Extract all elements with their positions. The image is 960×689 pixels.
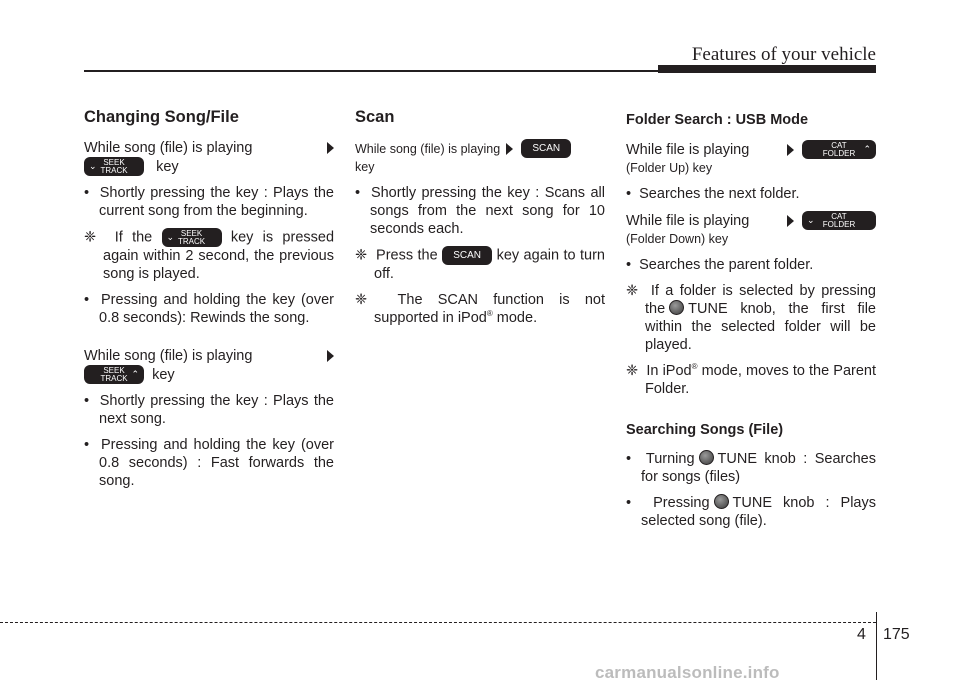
list-item: • Searches the parent folder.	[626, 257, 814, 273]
play-triangle-icon	[327, 350, 334, 362]
section-heading: Searching Songs (File)	[626, 422, 784, 438]
note-item: ❈ In iPod® mode, moves to the Parent Folder.	[626, 362, 876, 397]
list-item: • Pressing and holding the key (over 0.8 seconds) : Fast forwards the song.	[84, 437, 334, 489]
play-triangle-icon	[327, 142, 334, 154]
page-number: 175	[883, 626, 910, 643]
seek-track-up-key: ⌃ SEEK TRACK	[84, 365, 144, 384]
chapter-number: 4	[857, 626, 866, 643]
scan-key: SCAN	[521, 139, 571, 158]
note-item: ❈ The SCAN function is not supported in iPod® mode.	[355, 292, 605, 326]
seek-track-key: ⌄ SEEK TRACK	[162, 228, 222, 247]
tune-knob-icon	[714, 494, 729, 509]
note-item: ❈ If a folder is selected by pressing the TUNE knob, the first file within the selected folder will be played.	[626, 283, 876, 353]
header-tab-bar	[658, 65, 876, 73]
condition-seek-up: While song (file) is playing ⌄ SEEK TRACK key	[84, 139, 334, 176]
list-item: • Turning TUNE knob : Searches for songs (files)	[626, 451, 876, 485]
column-changing-song	[84, 108, 334, 498]
chevron-down-icon: ⌄	[89, 161, 97, 171]
header-title: Features of your vehicle	[691, 44, 876, 65]
play-triangle-icon	[787, 144, 794, 156]
footer-divider	[876, 612, 877, 680]
list-item: • Shortly pressing the key : Plays the next song.	[84, 393, 334, 427]
tune-knob-icon	[669, 300, 684, 315]
condition-scan: While song (file) is playing SCAN key	[355, 139, 605, 176]
chevron-up-icon: ⌃	[863, 144, 871, 154]
footer-rule	[0, 622, 876, 623]
chevron-down-icon: ⌄	[807, 215, 815, 225]
list-item: • Shortly pressing the key : Scans all songs from the next song for 10 seconds each.	[355, 185, 605, 237]
seek-track-down-key: ⌄ SEEK TRACK	[84, 157, 144, 176]
note-item: ❈ Press the SCAN key again to turn off.	[355, 247, 605, 282]
list-item: • Shortly pressing the key : Plays the current song from the beginning.	[84, 185, 334, 219]
play-triangle-icon	[787, 215, 794, 227]
list-item: • Pressing TUNE knob : Plays selected song (file).	[626, 495, 876, 529]
section-heading: Changing Song/File	[84, 108, 239, 126]
watermark[interactable]: carmanualsonline.info	[595, 663, 780, 682]
chevron-up-icon: ⌃	[131, 369, 139, 379]
column-folder-search	[626, 108, 876, 538]
tune-knob-icon	[699, 450, 714, 465]
condition-seek-down: While song (file) is playing ⌃ SEEK TRACK key	[84, 347, 334, 384]
list-item: • Searches the next folder.	[626, 186, 800, 202]
scan-key: SCAN	[442, 246, 492, 265]
condition-folder-down: While file is playing ⌄ CAT FOLDER (Folder Down) key	[626, 211, 876, 248]
column-scan	[355, 108, 605, 335]
cat-folder-up-key: ⌃ CAT FOLDER	[802, 140, 876, 159]
play-triangle-icon	[506, 143, 513, 155]
note-item: ❈ If the ⌄ SEEK TRACK key is pressed again within 2 second, the previous song is played.	[84, 228, 335, 282]
section-heading: Folder Search : USB Mode	[626, 112, 809, 128]
list-item: • Pressing and holding the key (over 0.8 seconds): Rewinds the song.	[84, 292, 334, 326]
cat-folder-down-key: ⌄ CAT FOLDER	[802, 211, 876, 230]
section-heading: Scan	[355, 108, 395, 126]
condition-folder-up: While file is playing ⌃ CAT FOLDER (Folder Up) key	[626, 140, 876, 177]
